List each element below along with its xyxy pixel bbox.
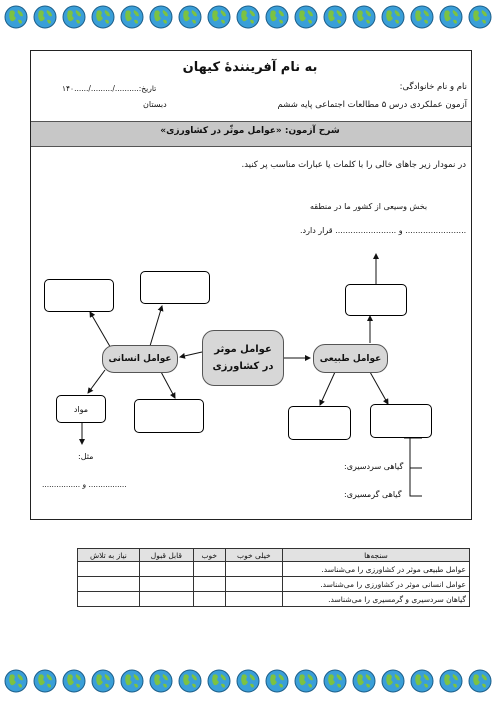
blank-box-human-left[interactable]: [44, 279, 114, 312]
rubric-cell[interactable]: [78, 592, 140, 607]
rubric-table: [77, 548, 470, 607]
arrow-natural-to-box5: [320, 372, 335, 405]
rubric-criterion: گیاهان سردسیری و گرمسیری را می‌شناسد.: [283, 592, 470, 607]
cold-plants-label: گیاهی سردسیری:: [344, 462, 404, 471]
rubric-cell[interactable]: [78, 577, 140, 592]
natural-factors-box: [313, 344, 388, 373]
natural-factors-label: عوامل طبیعی: [319, 353, 382, 364]
arrow-human-to-materials: [88, 370, 105, 393]
rubric-cell[interactable]: [193, 562, 225, 577]
rubric-cell[interactable]: [225, 577, 282, 592]
rubric-cell[interactable]: [225, 562, 282, 577]
blank-box-natural-right[interactable]: [370, 404, 432, 438]
rubric-header-needs-effort: نیاز به تلاش: [78, 549, 140, 562]
rubric-header-very-good: خیلی خوب: [225, 549, 282, 562]
materials-label: مواد: [73, 404, 89, 414]
arrow-natural-to-box6: [370, 372, 388, 404]
rubric-header-row: [78, 549, 470, 562]
rubric-cell[interactable]: [225, 592, 282, 607]
school-label: دبستان: [143, 100, 167, 109]
arrow-human-to-box3: [160, 370, 175, 398]
section-title: شرح آزمون: «عوامل موثّر در کشاورزی»: [160, 126, 340, 136]
blank-box-natural-left[interactable]: [288, 406, 351, 440]
line-to-warm-plants: [410, 468, 422, 496]
rubric-cell[interactable]: [78, 562, 140, 577]
blank-box-human-right[interactable]: [134, 399, 204, 433]
rubric-criterion: عوامل طبیعی موثر در کشاورزی را می‌شناسد.: [283, 562, 470, 577]
rubric-cell[interactable]: [139, 562, 193, 577]
table-row: [78, 577, 470, 592]
rubric-cell[interactable]: [193, 592, 225, 607]
blank-box-natural-top[interactable]: [345, 284, 407, 316]
instruction-text: در نمودار زیر جاهای خالی را با کلمات یا عبارات مناسب پر کنید.: [241, 160, 466, 170]
blank-box-human-top[interactable]: [140, 271, 210, 304]
center-concept-box: [202, 330, 284, 386]
table-row: [78, 592, 470, 607]
diagram-sentence-line2: ........................ و ........................ قرار دارد.: [300, 226, 467, 235]
arrow-human-to-box2: [150, 306, 162, 346]
human-factors-box: [102, 345, 178, 373]
materials-box: [56, 395, 106, 423]
rubric-header-good: خوب: [193, 549, 225, 562]
example-label: مثل:: [78, 452, 94, 461]
center-concept-line1: عوامل موثر: [214, 344, 272, 355]
table-row: [78, 562, 470, 577]
arrow-human-to-box1: [90, 312, 112, 350]
rubric-header-acceptable: قابل قبول: [139, 549, 193, 562]
rubric-header-criteria: سنجه‌ها: [283, 549, 470, 562]
line-to-cold-plants: [404, 438, 422, 468]
diagram-sentence-line1: بخش وسیعی از کشور ما در منطقه: [310, 202, 428, 211]
student-name-label: نام و نام خانوادگی:: [399, 82, 467, 92]
warm-plants-label: گیاهی گرمسیری:: [344, 490, 402, 499]
human-factors-label: عوامل انسانی: [108, 354, 172, 364]
center-concept-line2: در کشاورزی: [212, 361, 274, 372]
page-title: به نام آفرینندهٔ کیهان: [182, 60, 318, 75]
date-field: تاریخ:........../........./......۱۴۰: [62, 84, 157, 93]
rubric-cell[interactable]: [139, 592, 193, 607]
example-blanks: ................ و ................: [42, 480, 127, 489]
rubric-cell[interactable]: [193, 577, 225, 592]
arrow-center-to-human: [180, 352, 202, 357]
exam-title: آزمون عملکردی درس ۵ مطالعات اجتماعی پایه ششم: [277, 100, 467, 110]
rubric-cell[interactable]: [139, 577, 193, 592]
rubric-criterion: عوامل انسانی موثر در کشاورزی را می‌شناسد.: [283, 577, 470, 592]
